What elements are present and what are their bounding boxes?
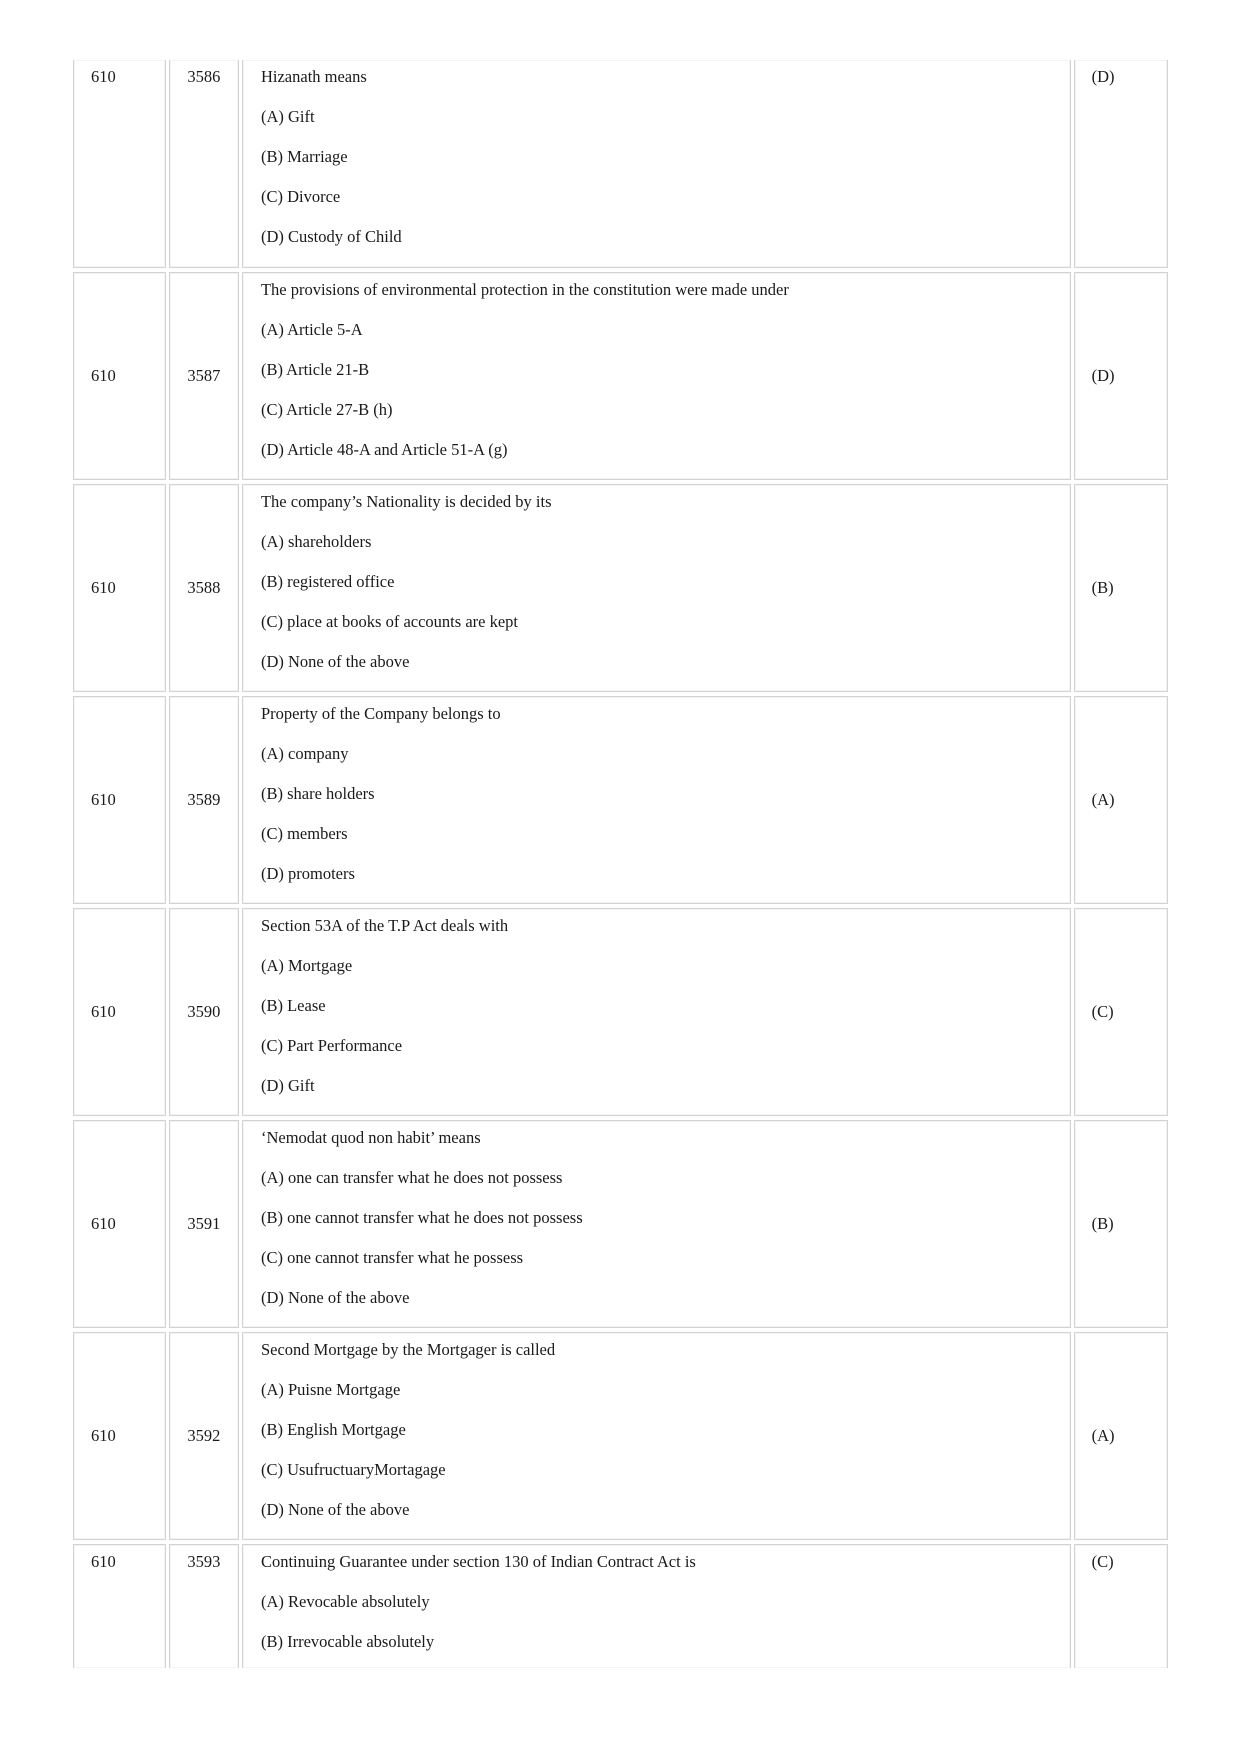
question-number: 3587 — [187, 366, 221, 385]
question-number-cell — [169, 484, 239, 692]
option-a: (A) Revocable absolutely — [260, 1592, 430, 1611]
subject-code-cell — [73, 908, 166, 1116]
answer-cell — [1074, 1120, 1168, 1328]
answer-key: (B) — [1091, 1214, 1114, 1233]
answer-key: (A) — [1091, 790, 1115, 809]
option-b: (B) English Mortgage — [260, 1420, 406, 1439]
option-c: (C) Divorce — [260, 187, 341, 206]
option-a: (A) Article 5-A — [260, 320, 363, 339]
question-number: 3592 — [187, 1426, 221, 1445]
answer-cell — [1074, 908, 1168, 1116]
subject-code-cell — [73, 272, 166, 480]
option-a: (A) one can transfer what he does not possess — [260, 1168, 563, 1187]
subject-code: 610 — [91, 1426, 116, 1445]
subject-code: 610 — [91, 366, 116, 385]
question-number-cell — [169, 1332, 239, 1540]
option-c: (C) UsufructuaryMortagage — [260, 1460, 446, 1479]
option-b: (B) registered office — [260, 572, 395, 591]
question-table — [73, 60, 1168, 1668]
option-a: (A) shareholders — [260, 532, 372, 551]
question-number: 3589 — [187, 790, 221, 809]
answer-cell — [1074, 272, 1168, 480]
table-row — [73, 484, 1168, 692]
subject-code: 610 — [91, 1552, 116, 1571]
answer-cell — [1074, 1544, 1168, 1668]
answer-key: (B) — [1091, 578, 1114, 597]
table-row — [73, 1332, 1168, 1540]
question-text: Hizanath means — [260, 67, 367, 86]
question-cell — [242, 908, 1071, 1116]
question-cell — [242, 484, 1071, 692]
option-d: (D) Custody of Child — [260, 227, 402, 246]
option-a: (A) company — [260, 744, 349, 763]
option-b: (B) Lease — [260, 996, 326, 1015]
subject-code-cell — [73, 484, 166, 692]
answer-cell — [1074, 60, 1168, 268]
table-row — [73, 908, 1168, 1116]
answer-cell — [1074, 1332, 1168, 1540]
answer-key: (D) — [1091, 366, 1115, 385]
option-c: (C) Part Performance — [260, 1036, 403, 1055]
subject-code-cell — [73, 696, 166, 904]
question-number-cell — [169, 908, 239, 1116]
answer-cell — [1074, 484, 1168, 692]
question-text: The company’s Nationality is decided by its — [260, 492, 552, 511]
table-row — [73, 1120, 1168, 1328]
question-number: 3586 — [187, 67, 221, 86]
subject-code: 610 — [91, 1214, 116, 1233]
question-text: ‘Nemodat quod non habit’ means — [260, 1128, 481, 1147]
question-number-cell — [169, 1544, 239, 1668]
question-text: Continuing Guarantee under section 130 of Indian Contract Act is — [260, 1552, 696, 1571]
question-number-cell — [169, 272, 239, 480]
question-cell — [242, 696, 1071, 904]
option-c: (C) one cannot transfer what he possess — [260, 1248, 524, 1267]
subject-code: 610 — [91, 1002, 116, 1021]
option-d: (D) promoters — [260, 864, 355, 883]
option-d: (D) Article 48-A and Article 51-A (g) — [260, 440, 508, 459]
option-b: (B) one cannot transfer what he does not possess — [260, 1208, 583, 1227]
answer-key: (D) — [1091, 67, 1115, 86]
option-c: (C) place at books of accounts are kept — [260, 612, 518, 631]
question-text: Section 53A of the T.P Act deals with — [260, 916, 509, 935]
option-b: (B) Article 21-B — [260, 360, 370, 379]
option-a: (A) Mortgage — [260, 956, 353, 975]
subject-code-cell — [73, 1120, 166, 1328]
question-cell — [242, 1544, 1071, 1668]
option-c: (C) members — [260, 824, 348, 843]
table-row — [73, 696, 1168, 904]
question-number: 3593 — [187, 1552, 221, 1571]
option-d: (D) Gift — [260, 1076, 315, 1095]
answer-key: (A) — [1091, 1426, 1115, 1445]
question-text: Second Mortgage by the Mortgager is called — [260, 1340, 556, 1359]
question-text: The provisions of environmental protection in the constitution were made under — [260, 280, 789, 299]
option-d: (D) None of the above — [260, 1288, 410, 1307]
table-row — [73, 60, 1168, 268]
answer-cell — [1074, 696, 1168, 904]
subject-code-cell — [73, 1544, 166, 1668]
option-b: (B) Marriage — [260, 147, 348, 166]
answer-key: (C) — [1091, 1552, 1114, 1571]
option-d: (D) None of the above — [260, 652, 410, 671]
option-b: (B) Irrevocable absolutely — [260, 1632, 435, 1651]
table-row — [73, 272, 1168, 480]
question-cell — [242, 1120, 1071, 1328]
subject-code-cell — [73, 60, 166, 268]
subject-code-cell — [73, 1332, 166, 1540]
answer-key: (C) — [1091, 1002, 1114, 1021]
question-text: Property of the Company belongs to — [260, 704, 501, 723]
question-cell — [242, 1332, 1071, 1540]
option-c: (C) Article 27-B (h) — [260, 400, 393, 419]
question-cell — [242, 60, 1071, 268]
subject-code: 610 — [91, 578, 116, 597]
question-number: 3588 — [187, 578, 221, 597]
option-a: (A) Puisne Mortgage — [260, 1380, 401, 1399]
question-number: 3591 — [187, 1214, 221, 1233]
subject-code: 610 — [91, 790, 116, 809]
option-d: (D) None of the above — [260, 1500, 410, 1519]
question-number-cell — [169, 1120, 239, 1328]
table-row — [73, 1544, 1168, 1668]
option-a: (A) Gift — [260, 107, 315, 126]
question-number-cell — [169, 60, 239, 268]
question-cell — [242, 272, 1071, 480]
subject-code: 610 — [91, 67, 116, 86]
option-b: (B) share holders — [260, 784, 375, 803]
question-number: 3590 — [187, 1002, 221, 1021]
question-number-cell — [169, 696, 239, 904]
